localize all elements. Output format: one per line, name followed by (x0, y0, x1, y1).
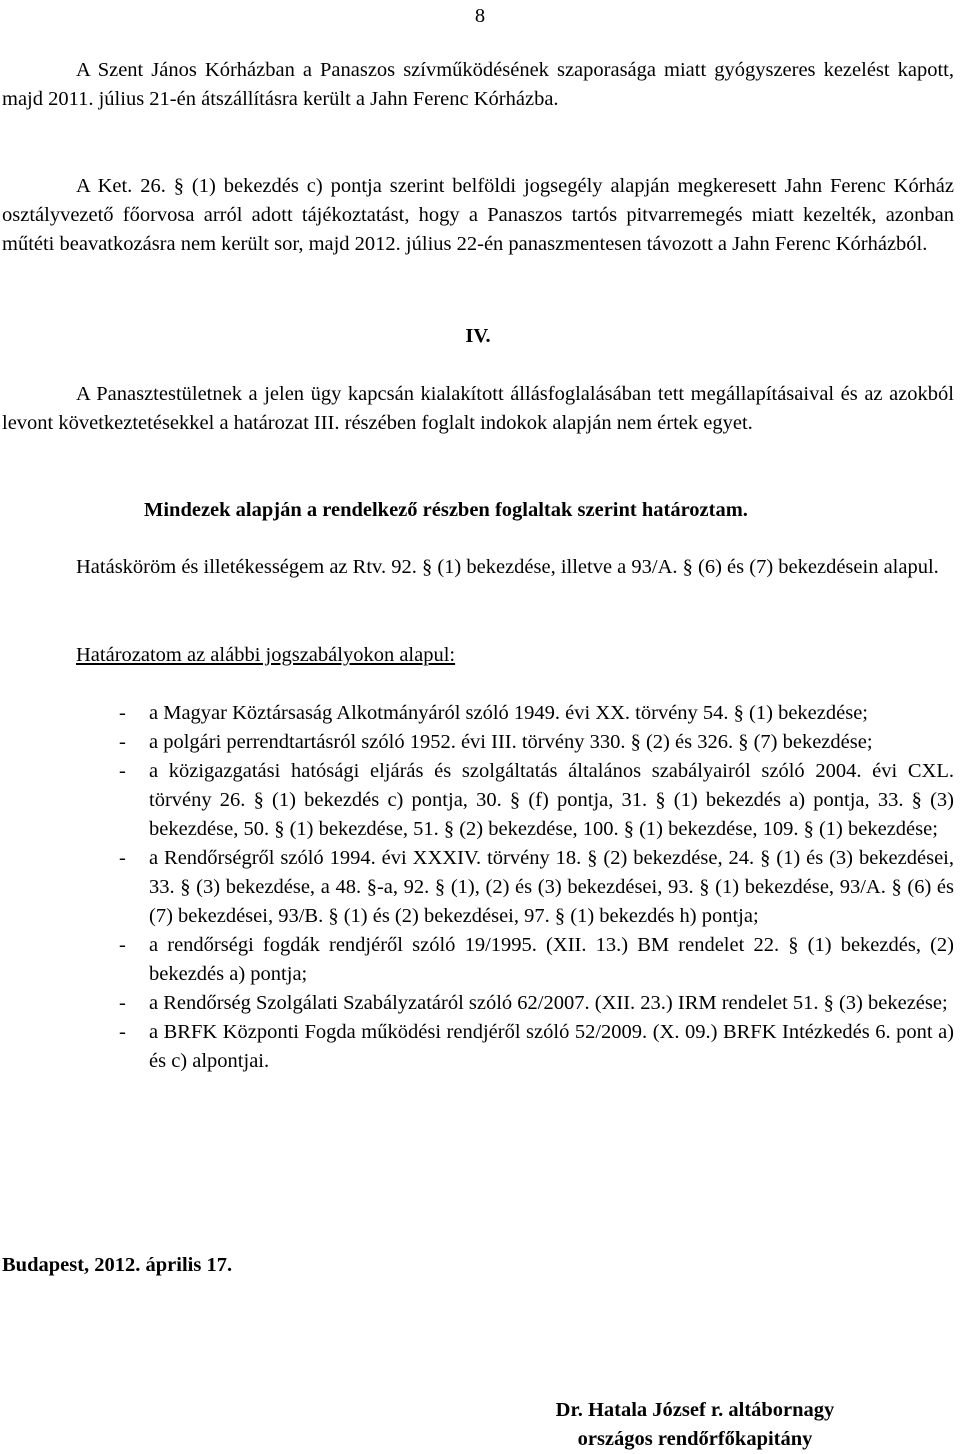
legal-basis-item-text: a közigazgatási hatósági eljárás és szolgáltatás általános szabályairól szóló 2004. évi CXL. törvény 26. § (1) bekezdés c) pontja, 30. § (f) pontja, 31. § (1) bekezdés a) pontja, 33. § (3) bekezdése, 50. § (1) bekezdése, 51. § (2) bekezdése, 100. § (1) bekezdése, 109. § (1) bekezdése; (149, 760, 954, 840)
decision-statement: Mindezek alapján a rendelkező részben foglaltak szerint határoztam. (144, 499, 748, 521)
paragraph-hospital-treatment: A Szent János Kórházban a Panaszos szívműködésének szaporasága miatt gyógyszeres kezelést kapott, majd 2011. július 21-én átszállításra került a Jahn Ferenc Kórházba. (2, 59, 954, 110)
legal-basis-heading-text: Határozatom az alábbi jogszabályokon alapul: (76, 644, 456, 666)
list-dash: - (119, 702, 126, 724)
list-dash: - (119, 760, 126, 782)
paragraph-competence: Hatásköröm és illetékességem az Rtv. 92. § (1) bekezdése, illetve a 93/A. § (6) és (7) bekezdésein alapul. (76, 556, 939, 578)
list-dash: - (119, 847, 126, 869)
legal-basis-items (2, 699, 954, 1076)
paragraph-disagreement: A Panasztestületnek a jelen ügy kapcsán kialakított állásfoglalásában tett megállapításaival és az azokból levont következtetésekkel a határozat III. részében foglalt indokok alapján nem értek egyet. (2, 383, 954, 434)
list-dash: - (119, 731, 126, 753)
legal-basis-list (2, 699, 954, 1076)
section-heading-iv: IV. (465, 325, 491, 347)
list-dash: - (119, 992, 126, 1014)
list-dash: - (119, 1021, 126, 1043)
legal-basis-item-text: a polgári perrendtartásról szóló 1952. évi III. törvény 330. § (2) és 326. § (7) bekezdése; (149, 731, 873, 753)
legal-basis-heading (2, 641, 954, 670)
legal-basis-item (2, 989, 954, 1018)
legal-basis-item (2, 1018, 954, 1076)
legal-basis-item-text: a BRFK Központi Fogda működési rendjéről szóló 52/2009. (X. 09.) BRFK Intézkedés 6. pont a) és c) alpontjai. (149, 1021, 954, 1072)
legal-basis-item (2, 699, 954, 728)
legal-basis-item-text: a rendőrségi fogdák rendjéről szóló 19/1995. (XII. 13.) BM rendelet 22. § (1) bekezdés, (2) bekezdés a) pontja; (149, 934, 954, 985)
paragraph-legal-assistance: A Ket. 26. § (1) bekezdés c) pontja szerint belföldi jogsegély alapján megkeresett Jahn Ferenc Kórház osztályvezető főorvosa arról adott tájékoztatást, hogy a Panaszos tartós pitvarremegés miatt kezelték, azonban műtéti beavatkozásra nem került sor, majd 2012. július 22-én panaszmentesen távozott a Jahn Ferenc Kórházból. (2, 175, 954, 255)
legal-basis-item-text: a Rendőrségről szóló 1994. évi XXXIV. törvény 18. § (2) bekezdése, 24. § (1) és (3) bekezdései, 33. § (3) bekezdése, a 48. §-a, 92. § (1), (2) és (3) bekezdései, 93. § (1) bekezdése, 93/A. § (6) és (7) bekezdései, 93/B. § (1) és (2) bekezdései, 97. § (1) bekezdés h) pontja; (149, 847, 954, 927)
legal-basis-item (2, 728, 954, 757)
legal-basis-item-text: a Rendőrség Szolgálati Szabályzatáról szóló 62/2007. (XII. 23.) IRM rendelet 51. § (3) bekezése; (149, 992, 948, 1014)
signature-block (500, 1396, 890, 1454)
legal-basis-item (2, 844, 954, 931)
legal-basis-item-text: a Magyar Köztársaság Alkotmányáról szóló 1949. évi XX. törvény 54. § (1) bekezdése; (149, 702, 869, 724)
signature-title: országos rendőrfőkapitány (577, 1428, 813, 1450)
page-number: 8 (474, 5, 486, 27)
list-dash: - (119, 934, 126, 956)
signature-name: Dr. Hatala József r. altábornagy (555, 1399, 835, 1421)
place-date: Budapest, 2012. április 17. (2, 1254, 233, 1276)
legal-basis-item (2, 931, 954, 989)
legal-basis-item (2, 757, 954, 844)
